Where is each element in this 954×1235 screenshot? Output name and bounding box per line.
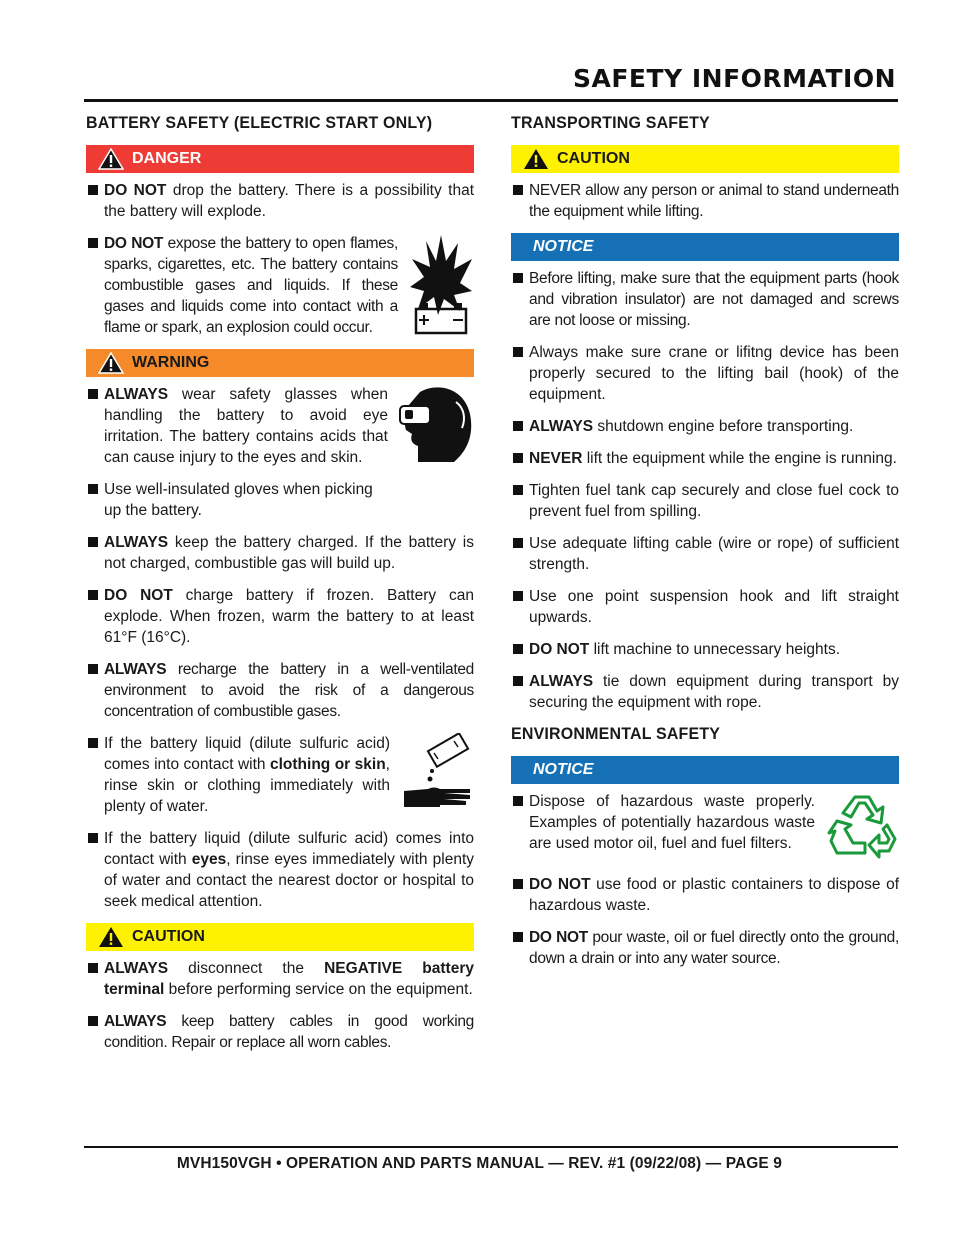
transport-notice-list — [511, 268, 899, 713]
list-item — [86, 828, 474, 912]
warning-bar — [86, 349, 474, 377]
item-lead: DO NOT — [529, 641, 590, 658]
warning-triangle-icon — [98, 926, 124, 948]
top-rule — [84, 99, 898, 102]
bullet-square-icon — [513, 676, 523, 686]
bottom-rule — [84, 1146, 898, 1148]
notice-label: NOTICE — [533, 238, 594, 255]
item-lead: DO NOT — [104, 182, 167, 199]
environmental-safety-heading: ENVIRONMENTAL SAFETY — [511, 724, 721, 743]
bullet-square-icon — [513, 644, 523, 654]
bullet-square-icon — [88, 1016, 98, 1026]
list-item — [511, 416, 899, 437]
item-text: Always make sure crane or lifitng device has been properly secured to the lifting bail (hook) of the equipment. — [529, 344, 899, 403]
list-item — [511, 927, 899, 969]
bullet-square-icon — [513, 879, 523, 889]
bullet-square-icon — [88, 185, 98, 195]
item-text: expose the battery to open flames, sparks, cigarettes, etc. The battery contains combustible gases and liquids. If these gases and liquids come into contact with a flame or spark, an explosion could occur. — [104, 235, 398, 336]
list-item — [511, 586, 899, 628]
item-lead: ALWAYS — [529, 418, 594, 435]
list-item — [86, 958, 474, 1000]
caution-label: CAUTION — [557, 150, 630, 167]
caution-bar — [86, 923, 474, 951]
item-text: lift machine to unnecessary heights. — [589, 641, 840, 658]
list-item — [511, 533, 899, 575]
item-text: recharge the battery in a well-ventilated environment to avoid the risk of a dangerous concentration of combustible gases. — [104, 661, 474, 720]
list-item — [86, 233, 474, 338]
list-item — [86, 733, 474, 817]
list-item — [86, 659, 474, 722]
bullet-square-icon — [513, 421, 523, 431]
item-lead: ALWAYS — [529, 673, 594, 690]
bullet-square-icon — [513, 485, 523, 495]
bullet-square-icon — [88, 664, 98, 674]
list-item — [86, 585, 474, 648]
caution-bar — [511, 145, 899, 173]
bullet-square-icon — [513, 932, 523, 942]
bullet-square-icon — [88, 590, 98, 600]
list-item — [511, 268, 899, 331]
acid-hand-icon — [400, 733, 474, 811]
item-text: Before lifting, make sure that the equipment parts (hook and vibration insulator) are not damaged and screws are not loose or missing. — [529, 270, 899, 329]
bullet-square-icon — [513, 453, 523, 463]
bullet-square-icon — [513, 538, 523, 548]
item-text: Use well-insulated gloves when picking up the battery. — [104, 481, 373, 519]
item-text: pour waste, oil or fuel directly onto the ground, down a drain or into any water source. — [529, 929, 899, 967]
item-text: Use one point suspension hook and lift straight upwards. — [529, 588, 899, 626]
item-bold: eyes — [191, 851, 227, 868]
item-text: shutdown engine before transporting. — [593, 418, 854, 435]
bullet-square-icon — [88, 738, 98, 748]
item-text: Use adequate lifting cable (wire or rope) of sufficient strength. — [529, 535, 899, 573]
item-lead: DO NOT — [529, 929, 588, 946]
bullet-square-icon — [88, 537, 98, 547]
item-bold: clothing or skin — [269, 756, 386, 773]
item-text: keep battery cables in good working condition. Repair or replace all worn cables. — [104, 1013, 474, 1051]
warning-triangle-icon — [523, 148, 549, 170]
item-bold: NEGATIVE battery terminal — [104, 960, 474, 998]
item-lead: DO NOT — [104, 587, 173, 604]
item-lead: DO NOT — [529, 876, 591, 893]
item-lead: ALWAYS — [104, 661, 167, 678]
item-text: Dispose of hazardous waste properly. Examples of potentially hazardous waste are used motor oil, fuel and fuel filters. — [529, 793, 815, 852]
item-lead: ALWAYS — [104, 534, 169, 551]
notice-bar — [511, 233, 899, 261]
notice-label: NOTICE — [533, 761, 594, 778]
list-item — [511, 639, 899, 660]
list-item — [86, 479, 386, 521]
page-title: SAFETY INFORMATION — [573, 64, 896, 93]
environment-notice-list — [511, 791, 899, 969]
list-item — [511, 671, 899, 713]
list-item — [511, 342, 899, 405]
item-text: wear safety glasses when handling the battery to avoid eye irritation. The battery contains acids that can cause injury to the eyes and skin. — [104, 386, 388, 466]
item-text: tie down equipment during transport by securing the equipment with rope. — [529, 673, 899, 711]
list-item — [86, 1011, 474, 1053]
item-lead: ALWAYS — [104, 386, 169, 403]
danger-bar — [86, 145, 474, 173]
item-text: NEVER allow any person or animal to stand underneath the equipment while lifting. — [529, 182, 899, 220]
item-text: , rinse skin or clothing immediately with plenty of water. — [104, 756, 390, 815]
warning-list — [86, 384, 474, 912]
transporting-safety-heading: TRANSPORTING SAFETY — [511, 113, 710, 132]
list-item — [86, 384, 474, 468]
caution-label: CAUTION — [132, 928, 205, 945]
bullet-square-icon — [513, 273, 523, 283]
item-text: If the battery liquid (dilute sulfuric acid) comes into contact with — [104, 830, 474, 868]
item-text: drop the battery. There is a possibility that the battery will explode. — [104, 182, 474, 220]
item-text: disconnect the — [168, 960, 325, 977]
list-item — [86, 180, 474, 222]
list-item — [511, 448, 899, 469]
bullet-square-icon — [513, 591, 523, 601]
notice-bar — [511, 756, 899, 784]
page-footer: MVH150VGH • OPERATION AND PARTS MANUAL — REV. #1 (09/22/08) — PAGE 9 — [176, 1155, 782, 1172]
item-text: Tighten fuel tank cap securely and close fuel cock to prevent fuel from spilling. — [529, 482, 899, 520]
danger-list — [86, 180, 474, 338]
right-column — [511, 113, 899, 980]
item-text: keep the battery charged. If the battery is not charged, combustible gas will build up. — [104, 534, 474, 572]
item-text: If the battery liquid (dilute sulfuric acid) comes into contact with — [104, 735, 390, 773]
warning-triangle-icon — [98, 352, 124, 374]
warning-label: WARNING — [132, 354, 210, 371]
transport-caution-list — [511, 180, 899, 222]
item-text: , rinse eyes immediately with plenty of water and contact the nearest doctor or hospital to seek medical attention. — [104, 851, 474, 910]
bullet-square-icon — [88, 484, 98, 494]
bullet-square-icon — [513, 185, 523, 195]
recycle-icon — [825, 791, 899, 863]
bullet-square-icon — [88, 833, 98, 843]
item-text: lift the equipment while the engine is running. — [582, 450, 897, 467]
list-item — [511, 180, 899, 222]
item-text: charge battery if frozen. Battery can explode. When frozen, warm the battery to at least 61°F (16°C). — [104, 587, 474, 646]
safety-goggles-icon — [398, 384, 474, 464]
item-lead: DO NOT — [104, 235, 164, 252]
bullet-square-icon — [513, 796, 523, 806]
bullet-square-icon — [88, 238, 98, 248]
list-item — [511, 874, 899, 916]
bullet-square-icon — [88, 963, 98, 973]
list-item — [86, 532, 474, 574]
bullet-square-icon — [513, 347, 523, 357]
list-item — [511, 480, 899, 522]
item-lead: NEVER — [529, 450, 583, 467]
bullet-square-icon — [88, 389, 98, 399]
item-text: before performing service on the equipment. — [164, 981, 473, 998]
battery-explosion-icon — [408, 233, 474, 337]
caution-list — [86, 958, 474, 1053]
item-text: use food or plastic containers to dispose of hazardous waste. — [529, 876, 900, 914]
battery-safety-heading: BATTERY SAFETY (ELECTRIC START ONLY) — [86, 113, 433, 132]
item-lead: ALWAYS — [104, 1013, 167, 1030]
danger-label: DANGER — [132, 150, 202, 167]
item-lead: ALWAYS — [104, 960, 169, 977]
list-item — [511, 791, 899, 863]
warning-triangle-icon — [98, 148, 124, 170]
left-column — [86, 113, 474, 1064]
